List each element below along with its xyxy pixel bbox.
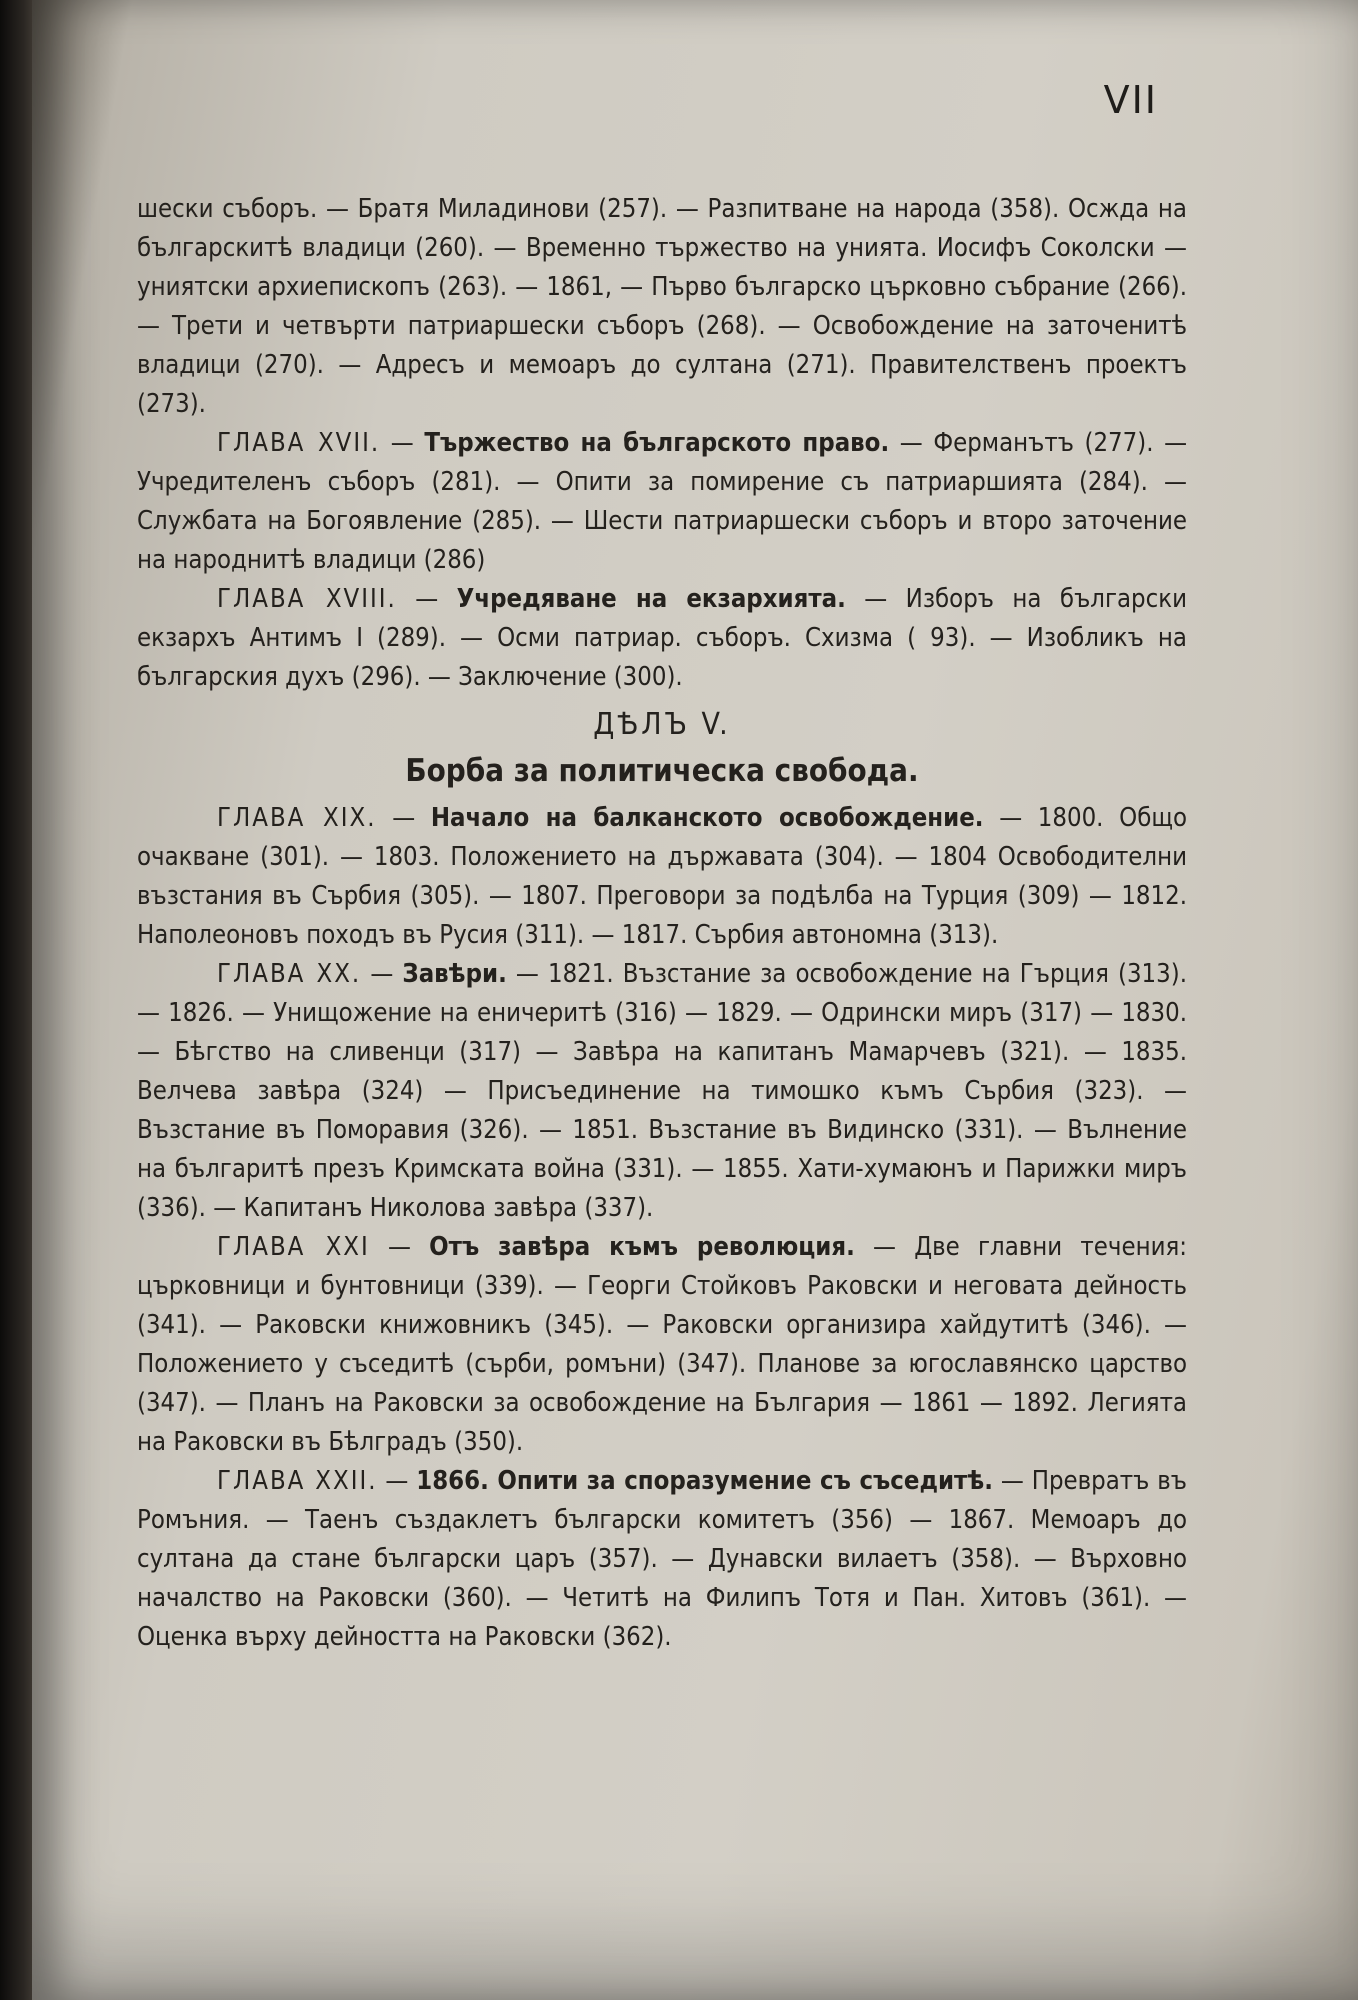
chapter-title: Учредяване на екзархията. bbox=[456, 584, 846, 614]
chapter-label: ГЛАВА XXII. bbox=[217, 1466, 378, 1496]
chapter-xix-entry: ГЛАВА XIX. — Начало на балканското освобождение. — 1800. Общо очакване (301). — 1803. Положението на държавата (304). — 1804 Освободителни възстания въ Сърбия (305). — 1807. Преговори за подѣлба на Турция (309) — 1812. Наполеоновъ походъ въ Русия (311). — 1817. Сърбия автономна (313). bbox=[137, 803, 1187, 950]
chapter-contents: Превратъ въ Ромъния. — Таенъ създаклетъ български комитетъ (356) — 1867. Мемоаръ до султана да стане български царъ (357). — Дунавски вилаетъ (358). — Върховно началство на Раковски (360). — Четитѣ на Филипъ Тотя и Пан. Хитовъ (361). — Оценка върху дейността на Раковски (362). bbox=[137, 1466, 1187, 1652]
chapter-label: ГЛАВА XVII. bbox=[217, 428, 381, 458]
chapter-xxii-entry: ГЛАВА XXII. — 1866. Опити за споразумение съ съседитѣ. — Превратъ въ Ромъния. — Таенъ създаклетъ български комитетъ (356) — 1867. Мемоаръ до султана да стане български царъ (357). — Дунавски вилаетъ (358). — Върховно началство на Раковски (360). — Четитѣ на Филипъ Тотя и Пан. Хитовъ (361). — Оценка върху дейността на Раковски (362). bbox=[137, 1466, 1187, 1652]
chapter-xx-entry: ГЛАВА XX. — Завѣри. — 1821. Възстание за освобождение на Гърция (313). — 1826. — Унищожение на еничеритѣ (316) — 1829. — Одрински миръ (317) — 1830. — Бѣгство на сливенци (317) — Завѣра на капитанъ Мамарчевъ (321). — 1835. Велчева завѣра (324) — Присъединение на тимошко къмъ Сърбия (323). — Възстание въ Поморавия (326). — 1851. Възстание въ Видинско (331). — Вълнение на българитѣ презъ Кримската война (331). — 1855. Хати-хумаюнъ и Парижки миръ (336). — Капитанъ Николова завѣра (337). bbox=[137, 959, 1187, 1223]
chapter-title: Тържество на българското право. bbox=[424, 428, 890, 458]
chapter-xviii-entry: ГЛАВА XVIII. — Учредяване на екзархията. — Изборъ на български екзархъ Антимъ I (289). — Осми патриар. съборъ. Схизма ( 93). — Изобликъ на българския духъ (296). — Заключение (300). bbox=[137, 584, 1188, 692]
chapter-label: ГЛАВА XX. bbox=[217, 959, 362, 989]
chapter-xxi-entry: ГЛАВА XXI — Отъ завѣра къмъ революция. — Две главни течения: църковници и бунтовници (339). — Георги Стойковъ Раковски и неговата дейность (341). — Раковски книжовникъ (345). — Раковски организира хайдутитѣ (346). — Положението у съседитѣ (сърби, ромъни) (347). Планове за югославянско царство (347). — Планъ на Раковски за освобождение на България — 1861 — 1892. Легията на Раковски въ Бѣлградъ (350). bbox=[137, 1232, 1188, 1457]
chapter-title: 1866. Опити за споразумение съ съседитѣ. bbox=[416, 1466, 993, 1496]
chapter-contents: Изборъ на български екзархъ Антимъ I (289). — Осми патриар. съборъ. Схизма ( 93). — Изобликъ на българския духъ (296). — Заключение (300). bbox=[137, 584, 1188, 692]
chapter-label: ГЛАВА XXI bbox=[217, 1232, 370, 1262]
chapter-contents: Ферманътъ (277). — Учредителенъ съборъ (281). — Опити за помирение съ патриаршията (284). — Службата на Богоявление (285). — Шести патриаршески съборъ и второ заточение на народнитѣ владици (286) bbox=[137, 428, 1188, 575]
part-title: Борба за политическа свобода. bbox=[405, 753, 919, 789]
part-heading: ДѢЛЪ V. bbox=[593, 707, 731, 742]
chapter-title: Отъ завѣра къмъ революция. bbox=[429, 1232, 855, 1262]
table-of-contents-text bbox=[137, 190, 1187, 1657]
page-number: VII bbox=[1103, 78, 1158, 122]
chapter-xvii-entry: ГЛАВА XVII. — Тържество на българското право. — Ферманътъ (277). — Учредителенъ съборъ (281). — Опити за помирение съ патриаршията (284). — Службата на Богоявление (285). — Шести патриаршески съборъ и второ заточение на народнитѣ владици (286) bbox=[137, 428, 1188, 575]
chapter-contents: Две главни течения: църковници и бунтовници (339). — Георги Стойковъ Раковски и неговата дейность (341). — Раковски книжовникъ (345). — Раковски организира хайдутитѣ (346). — Положението у съседитѣ (сърби, ромъни) (347). Планове за югославянско царство (347). — Планъ на Раковски за освобождение на България — 1861 — 1892. Легията на Раковски въ Бѣлградъ (350). bbox=[137, 1232, 1188, 1457]
chapter-label: ГЛАВА XVIII. bbox=[217, 584, 397, 614]
chapter-label: ГЛАВА XIX. bbox=[217, 803, 377, 833]
chapter-title: Начало на балканското освобождение. bbox=[430, 803, 984, 833]
chapter-title: Завѣри. bbox=[402, 959, 507, 989]
chapter-contents: — 1800. Общо очакване (301). — 1803. Положението на държавата (304). — 1804 Освободителни възстания въ Сърбия (305). — 1807. Преговори за подѣлба на Турция (309) — 1812. Наполеоновъ походъ въ Русия (311). — 1817. Сърбия автономна (313). bbox=[137, 803, 1187, 950]
book-page bbox=[32, 0, 1358, 2000]
chapter-contents: — 1821. Възстание за освобождение на Гърция (313). — 1826. — Унищожение на еничеритѣ (316) — 1829. — Одрински миръ (317) — 1830. — Бѣгство на сливенци (317) — Завѣра на капитанъ Мамарчевъ (321). — 1835. Велчева завѣра (324) — Присъединение на тимошко къмъ Сърбия (323). — Възстание въ Поморавия (326). — 1851. Възстание въ Видинско (331). — Вълнение на българитѣ презъ Кримската война (331). — 1855. Хати-хумаюнъ и Парижки миръ (336). — Капитанъ Николова завѣра (337). bbox=[137, 959, 1187, 1223]
continued-paragraph: шески съборъ. — Братя Миладинови (257). — Разпитване на народа (358). Осжда на българскитѣ владици (260). — Временно тържество на унията. Иосифъ Соколски — униятски архиепископъ (263). — 1861, — Първо българско църковно събрание (266). — Трети и четвърти патриаршески съборъ (268). — Освобождение на заточенитѣ владици (270). — Адресъ и мемоаръ до султана (271). Правителственъ проектъ (273). bbox=[137, 194, 1187, 419]
